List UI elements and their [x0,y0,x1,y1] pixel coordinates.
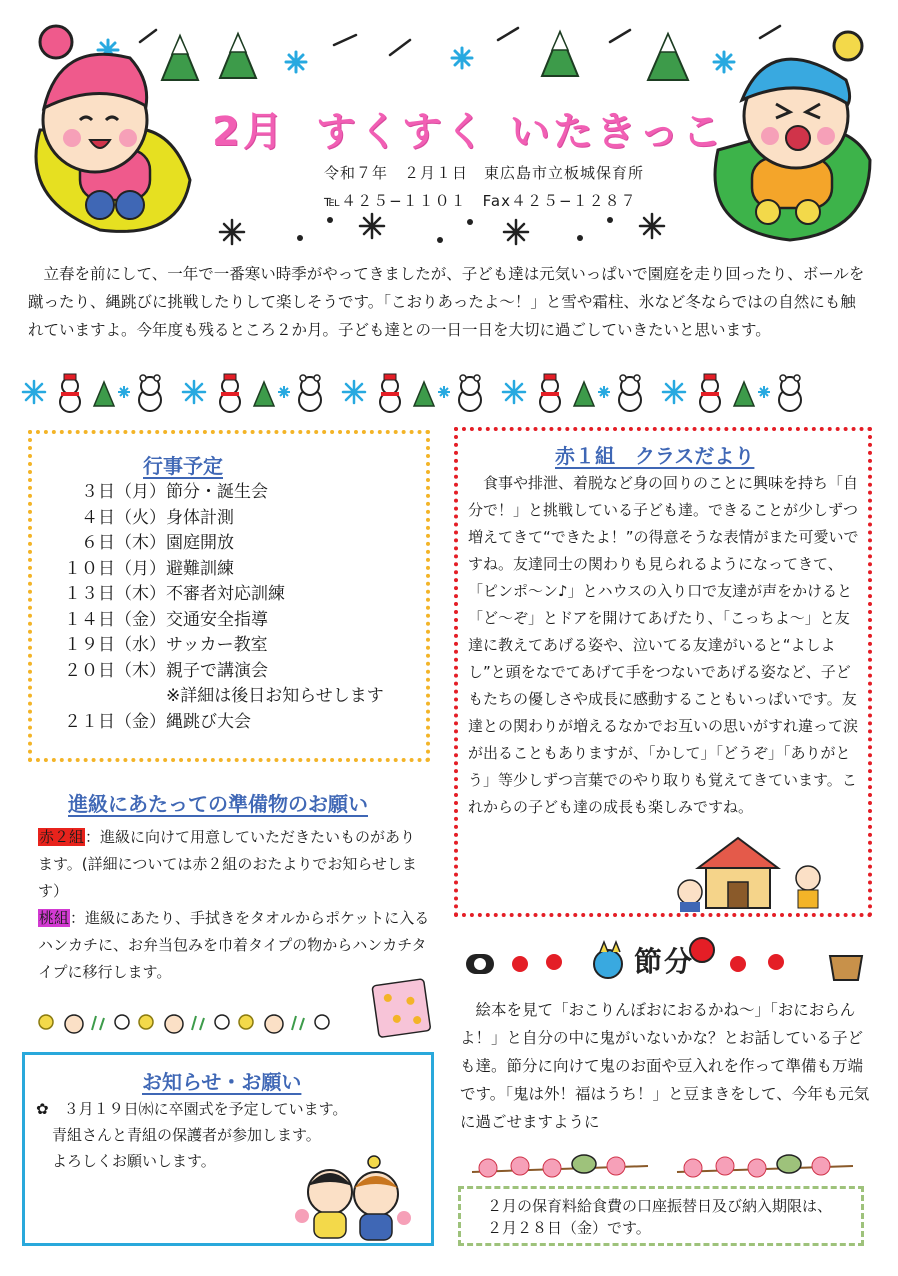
pine-tree-icon [542,32,578,76]
contact-line: ℡４２５−１１０１ Fax４２５−１２８７ [324,192,637,210]
snowflake-icon [452,48,472,68]
fee-line-1: ２月の保育料給食費の口座振替日及び納入期限は、 [487,1197,833,1215]
class-letter-text: 食事や排泄、着脱など身の回りのことに興味を持ち「自分で！」と挑戦している子ども達。できることが少しずつ増えてきて“できたよ！”の得意そうな表情がまた可愛いですね。友達同士の関わりも見られるようになってきて、「ピンポ〜ン♪」とハウスの入り口で友達が声をかけると「ど〜ぞ」とドアを開けてあげたり、「こっちよ〜」と友達に教えてあげる姿や、泣いてる友達がいると“よしよし”と頭をなでてあげて手をつないであげる姿など、子どもたちの優しさや成長に感動することもいっぱいです。友達との関わりが増えるなかでお互いの思いがすれ違って涙が出ることもありますが、「かして」「どうぞ」「ありがとう」等少しずつ言葉でのやり取りも覚えてきています。これからの子ども達の成長も楽しみですね。 [468,474,859,816]
winter-border [0,370,898,416]
wind-stroke [498,28,518,40]
girl-sled-illustration [36,26,190,231]
aka2-text: ：進級に向けて用意していただきたいものがあります。(詳細については赤２組のおたよりでお知らせします） [38,828,417,900]
event-item: ２０日（木）親子で講演会 [64,660,268,681]
event-item: １０日（月）避難訓練 [64,558,234,579]
pine-tree-icon [162,36,198,80]
events-heading: 行事予定 [143,454,223,478]
snowflake-icon [118,386,130,398]
event-item: ４日（火）身体計測 [81,507,234,528]
class-letter-heading: 赤１組 クラスだより [555,444,755,468]
momo-text: ：進級にあたり、手拭きをタオルからポケットに入るハンカチに、お弁当包みを巾着タイプの物からハンカチタイプに移行します。 [38,909,430,981]
event-item: １９日（水）サッカー教室 [64,635,268,655]
event-item: １３日（木）不審者対応訓練 [64,584,285,604]
event-item: ２１日（金）縄跳び大会 [64,711,251,732]
plum-bird-border [468,1146,888,1186]
wind-stroke [334,35,356,45]
prep-heading: 進級にあたっての準備物のお願い [68,792,368,816]
setsubun-heading: 節分 [634,945,695,978]
wind-stroke [140,30,156,42]
snowflake-icon [504,220,528,244]
prep-section [38,824,430,986]
notice-line-2: 青組さんと青組の保護者が参加します。 [52,1126,321,1144]
boy-sled-illustration [715,32,870,240]
oni-mask-icon [594,942,622,978]
snowman-icon [60,374,80,412]
wind-stroke [390,40,410,55]
towel-illustration [372,979,431,1038]
event-item: ３日（月）節分・誕生会 [81,482,268,502]
date-line: 令和７年 ２月１日 東広島市立板城保育所 [324,164,645,182]
setsubun-text: 絵本を見て「おこりんぼおにおるかね〜」「おにおらんよ！」と自分の中に鬼がいないかな？とお話している子ども達。節分に向けて鬼のお面や豆入れを作って準備も万端です。「鬼は外！福はうち！」と豆まきをして、今年も元気に過ごせますように [460,1001,870,1131]
title-word2: いたきっこ [509,109,725,155]
title-month: 2月 [212,109,286,155]
snowflake-icon [640,214,664,238]
pine-tree-icon [648,34,688,80]
intro-text: 立春を前にして、一年で一番寒い時季がやってきましたが、子ども達は元気いっぱいで園庭を走り回ったり、ボールを蹴ったり、縄跳びに挑戦したりして楽しそうです。「こおりあったよ〜！」と雪や霜柱、氷など冬ならではの自然にも触れていますよ。今年度も残るところ２か月。子ども達との一日一日を大切に過ごしていきたいと思います。 [28,265,865,339]
snowflake-icon [286,52,306,72]
intro-paragraph [28,260,870,344]
bear-icon [139,375,161,411]
title-word1: すくすく [315,109,488,155]
tree-icon [94,382,114,406]
notice-line-1: ３月１９日㈬に卒園式を予定しています。 [63,1100,348,1118]
wind-stroke [610,30,630,42]
snowflake-icon [220,220,244,244]
notice-line-3: よろしくお願いします。 [52,1152,216,1170]
house-play-illustration [668,834,838,914]
aka2-tag: 赤２組 [39,828,85,846]
event-item: １４日（金）交通安全指導 [64,609,268,630]
pine-tree-icon [220,34,256,78]
event-item: ６日（木）園庭開放 [81,533,234,553]
snowflake-icon [23,381,45,403]
snowflake-icon [360,214,384,238]
ehomaki-icon [466,954,494,974]
masu-box-icon [830,956,862,980]
notice-heading: お知らせ・お願い [142,1070,302,1094]
fee-notice-box [458,1186,864,1246]
fee-line-2: ２月２８日（金）です。 [487,1219,651,1237]
events-list [46,480,384,735]
flower-bullet-icon: ✿ [36,1100,49,1118]
wind-stroke [760,26,780,38]
newsletter-title [212,100,725,157]
snowflake-icon [714,52,734,72]
event-note: ※詳細は後日お知らせします [166,686,384,706]
children-flowers-illustration [290,1154,420,1244]
momo-tag: 桃組 [39,909,70,927]
